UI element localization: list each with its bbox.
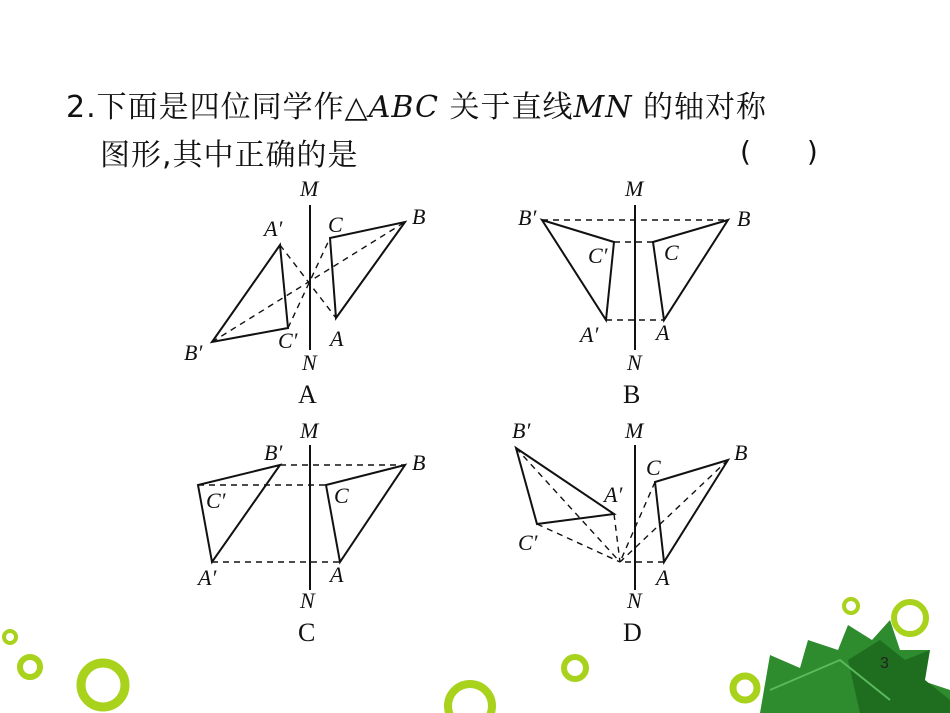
label-m: M — [625, 176, 644, 201]
label-m: M — [300, 418, 319, 443]
triangle-abc — [655, 460, 728, 562]
triangle-abc-reflected — [516, 448, 614, 524]
label-n: N — [627, 588, 642, 613]
label-c: C — [646, 455, 661, 480]
label-c-prime: C′ — [278, 328, 298, 353]
label-b-prime: B′ — [518, 205, 537, 230]
label-a: A — [656, 565, 670, 590]
triangle-abc-reflected — [542, 220, 614, 320]
label-m: M — [625, 418, 644, 443]
label-c-prime: C′ — [206, 488, 226, 513]
label-a-prime: A′ — [580, 322, 599, 347]
option-b[interactable]: B — [623, 380, 641, 409]
label-a: A — [330, 562, 344, 587]
label-a: A — [656, 320, 670, 345]
dashed-connectors — [198, 465, 405, 562]
label-b: B — [737, 206, 751, 231]
label-c: C — [328, 212, 343, 237]
label-c-prime: C′ — [518, 530, 538, 555]
label-n: N — [302, 350, 317, 375]
label-n: N — [627, 350, 642, 375]
label-b: B — [734, 440, 748, 465]
label-a: A — [330, 326, 344, 351]
label-a-prime: A′ — [264, 216, 283, 241]
answer-parentheses: ( ) — [740, 135, 818, 168]
label-b-prime: B′ — [264, 440, 283, 465]
label-b: B — [412, 450, 426, 475]
triangle-abc-reflected — [212, 245, 288, 342]
page-number: 3 — [880, 655, 889, 672]
label-c: C — [334, 483, 349, 508]
label-c: C — [664, 240, 679, 265]
triangle-abc — [653, 220, 728, 320]
option-a[interactable]: A — [298, 380, 317, 409]
dashed-connectors — [212, 222, 405, 342]
figure-a — [212, 205, 405, 350]
label-m: M — [300, 176, 319, 201]
option-c[interactable]: C — [298, 618, 316, 647]
figure-d — [516, 445, 728, 590]
label-a-prime: A′ — [604, 482, 623, 507]
label-b-prime: B′ — [184, 340, 203, 365]
triangle-abc — [326, 465, 405, 562]
question-line-2: 图形,其中正确的是 — [100, 138, 359, 173]
label-b-prime: B′ — [512, 418, 531, 443]
figure-b — [542, 205, 728, 350]
label-a-prime: A′ — [198, 565, 217, 590]
figure-c — [198, 445, 405, 590]
label-b: B — [412, 204, 426, 229]
label-n: N — [300, 588, 315, 613]
question-line-1: 2.下面是四位同学作△ABC 关于直线MN 的轴对称 — [66, 90, 767, 125]
label-c-prime: C′ — [588, 243, 608, 268]
option-d[interactable]: D — [623, 618, 642, 647]
